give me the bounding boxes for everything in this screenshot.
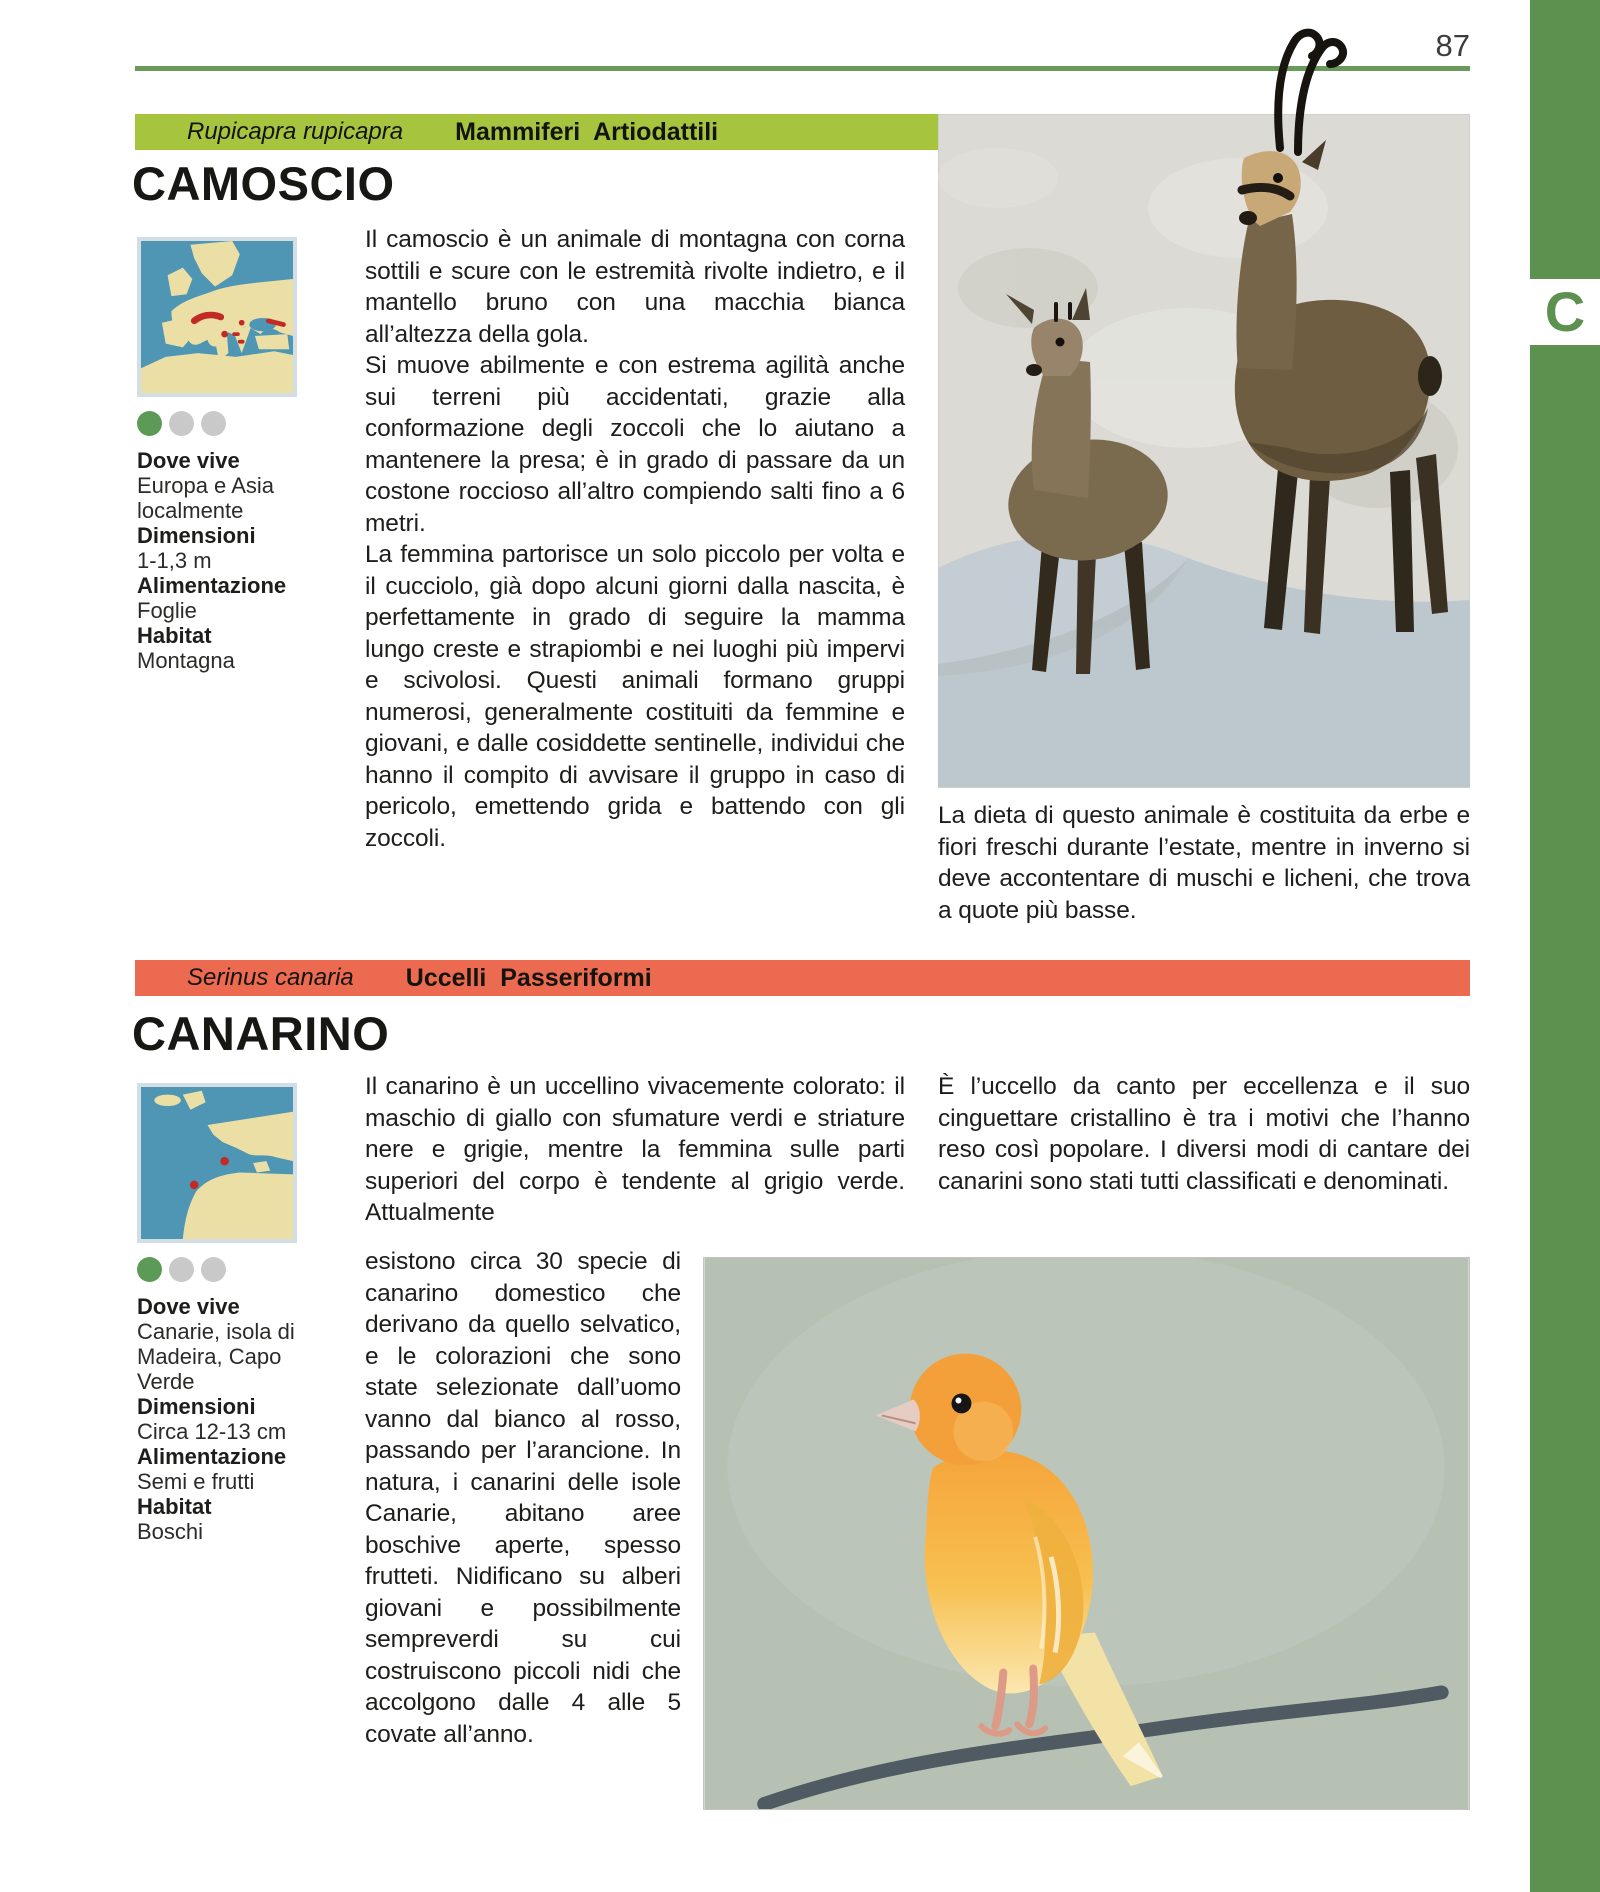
fact-value: Foglie (137, 598, 197, 623)
canarino-species-bar (135, 960, 1470, 996)
canarino-range-dots (137, 1257, 303, 1282)
camoscio-body-text (365, 224, 905, 854)
camoscio-title: CAMOSCIO (132, 157, 395, 210)
canarino-body-text-wide (365, 1071, 905, 1229)
atlantic-map (141, 1087, 293, 1239)
section-tab-band (1530, 0, 1600, 1892)
chamois-photo-illustration (938, 28, 1470, 788)
canarino-paragraph-narrow: esistono circa 30 specie di canarino domestico che derivano da quello selvatico, e le colorazioni che sono state selezionate dall’uomo vanno dal bianco al rosso, passando per l’arancione. In natura, i canarini delle isole Canarie, abitano aree boschive aperte, spesso frutteti. Nidificano su alberi giovani e possibilmente sempreverdi su cui costruiscono piccoli nidi che accolgono dalle 4 alle 5 covate all’anno. (365, 1248, 681, 1748)
canarino-aside-paragraph: È l’uccello da canto per eccellenza e il suo cinguettare cristallino è tra i motivi che l’hanno reso così popolare. I diversi modi di cantare dei canarini sono stati tutti classificati e denominati. (938, 1073, 1470, 1195)
camoscio-species-bar (135, 114, 938, 150)
camoscio-caption-text: La dieta di questo animale è costituita da erbe e fiori freschi durante l’estate, mentre in inverno si deve accontentare di muschi e licheni, che trova a quote più basse. (938, 802, 1470, 924)
fact-value: 1-1,3 m (137, 548, 212, 573)
range-dot-filled (137, 1257, 162, 1282)
fact-label: Habitat (137, 1494, 212, 1519)
camoscio-range-map (137, 237, 297, 397)
canarino-range-map (137, 1083, 297, 1243)
canarino-aside-text (938, 1071, 1470, 1197)
camoscio-paragraph-1: Il camoscio è un animale di montagna con corna sottili e scure con le estremità rivolte indietro, e il mantello bruno con una macchia bianca all’altezza della gola. (365, 226, 905, 348)
fact-value: Europa e Asia localmente (137, 473, 274, 523)
canarino-paragraph-wide: Il canarino è un uccellino vivacemente colorato: il maschio di giallo con sfumature verdi e striature nere e grigie, mentre la femmina sulle parti superiori del corpo è tendente al grigio verde. Attualmente (365, 1073, 905, 1226)
fact-label: Alimentazione (137, 573, 287, 598)
camoscio-paragraph-2: Si muove abilmente e con estrema agilità anche sui terreni più accidentati, grazie alla conformazione degli zoccoli che lo aiutano a mantenere la presa; è in grado di passare da un costone roccioso all’altro compiendo salti fino a 6 metri. (365, 352, 905, 537)
fact-value: Boschi (137, 1519, 204, 1544)
canarino-title: CANARINO (132, 1007, 390, 1060)
europe-map (141, 241, 293, 393)
camoscio-taxonomy: Mammiferi Artiodattili (455, 117, 719, 146)
canary-photo-illustration (704, 1258, 1469, 1809)
range-dot-empty (169, 411, 194, 436)
range-dot-empty (169, 1257, 194, 1282)
fact-value: Canarie, isola di Madeira, Capo Verde (137, 1319, 295, 1394)
camoscio-range-dots (137, 411, 303, 436)
range-dot-filled (137, 411, 162, 436)
fact-label: Dove vive (137, 1294, 240, 1319)
chamois-photo (938, 28, 1470, 788)
fact-value: Semi e frutti (137, 1469, 255, 1494)
camoscio-caption (938, 800, 1470, 926)
canary-photo (703, 1257, 1470, 1810)
canarino-sidebar (137, 1083, 303, 1544)
range-dot-empty (201, 1257, 226, 1282)
fact-label: Dove vive (137, 448, 240, 473)
fact-label: Dimensioni (137, 1394, 256, 1419)
section-tab-letter: C (1530, 279, 1600, 345)
canarino-species-name: Serinus canaria (187, 964, 354, 991)
range-dot-empty (201, 411, 226, 436)
page-number: 87 (1435, 28, 1470, 63)
camoscio-sidebar (137, 237, 303, 673)
camoscio-species-name: Rupicapra rupicapra (187, 118, 404, 145)
fact-label: Habitat (137, 623, 212, 648)
fact-value: Montagna (137, 648, 235, 673)
fact-label: Dimensioni (137, 523, 256, 548)
camoscio-paragraph-3: La femmina partorisce un solo piccolo per volta e il cucciolo, già dopo alcuni giorni dalla nascita, è perfettamente in grado di seguire la mamma lungo creste e strapiombi e nei luoghi più impervi e scivolosi. Questi animali formano gruppi numerosi, generalmente costituiti da femmine e giovani, e dalle cosiddette sentinelle, individui che hanno il compito di avvisare il gruppo in caso di pericolo, emettendo grida e battendo con gli zoccoli. (365, 541, 905, 852)
canarino-taxonomy: Uccelli Passeriformi (405, 963, 652, 992)
canarino-facts (137, 1294, 303, 1544)
fact-label: Alimentazione (137, 1444, 287, 1469)
camoscio-facts (137, 448, 303, 673)
canarino-body-text-narrow (365, 1246, 681, 1750)
fact-value: Circa 12-13 cm (137, 1419, 287, 1444)
